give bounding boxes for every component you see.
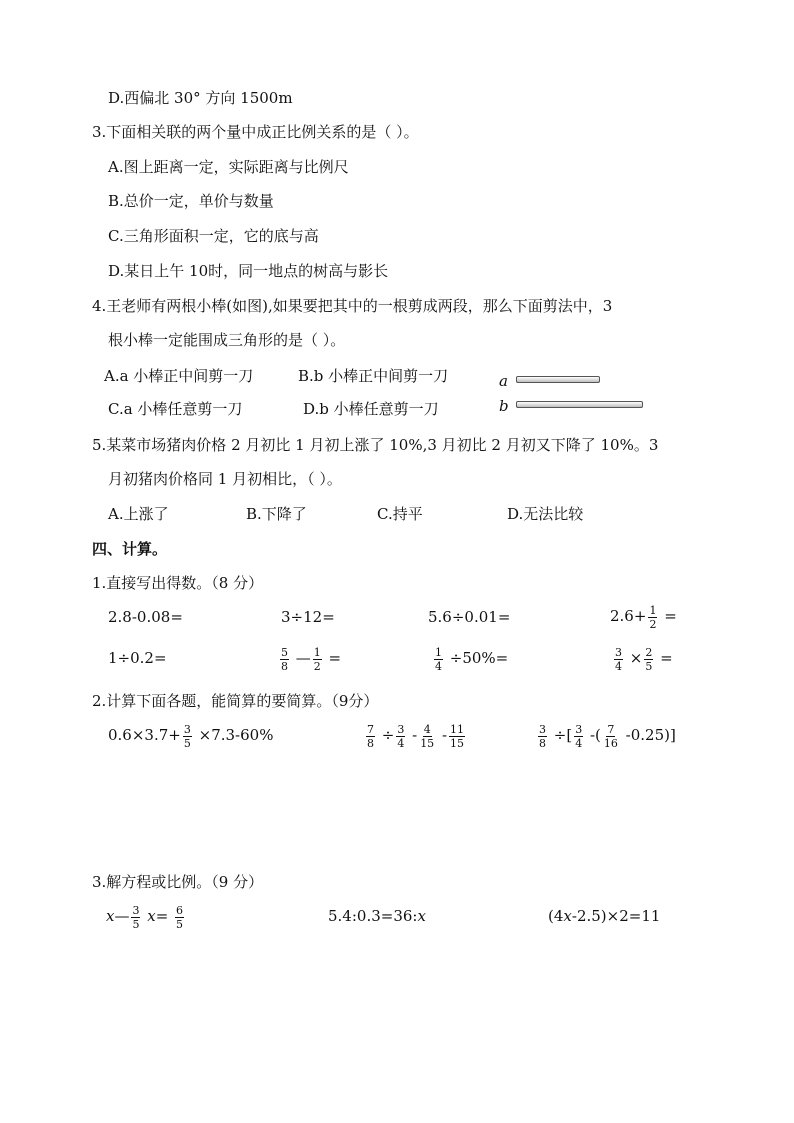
section-title: 四、计算。 xyxy=(92,540,168,558)
calc-3: $\frac{3}{8}$ ÷[ $\frac{3}{4}$ -( $\frac{7}{16}$ -0.25)] xyxy=(539,722,676,750)
q3-stem: 3.下面相关联的两个量中成正比例关系的是（ ）。 xyxy=(92,123,419,141)
q4-stem-line2: 根小棒一定能围成三角形的是（ ）。 xyxy=(108,331,346,349)
expr-4: 2.6+ $\frac{1}{2}$ = xyxy=(610,603,677,631)
q3-option-d: D.某日上午 10时，同一地点的树高与影长 xyxy=(108,262,389,280)
expr-3: 5.6÷0.01= xyxy=(428,608,511,626)
equation-3: (4x-2.5)×2=11 xyxy=(548,907,661,925)
expr-2: 3÷12= xyxy=(281,608,335,626)
q5-option-d: D.无法比较 xyxy=(507,505,584,523)
stick-a-label: a xyxy=(499,372,508,390)
q5-option-c: C.持平 xyxy=(377,505,423,523)
q2-option-d: D.西偏北 30° 方向 1500m xyxy=(108,89,293,107)
q5-option-b: B.下降了 xyxy=(246,505,307,523)
equation-2: 5.4:0.3=36:x xyxy=(328,907,426,925)
q4-option-c: C.a 小棒任意剪一刀 xyxy=(108,400,243,418)
expr-8: $\frac{3}{4}$ × $\frac{2}{5}$ = xyxy=(615,645,673,673)
q5-stem-line1: 5.某菜市场猪肉价格 2 月初比 1 月初上涨了 10%,3 月初比 2 月初又下降了 10%。3 xyxy=(92,436,659,454)
q5-option-a: A.上涨了 xyxy=(108,505,169,523)
expr-5: 1÷0.2= xyxy=(108,649,167,667)
q5-stem-line2: 月初猪肉价格同 1 月初相比，（ ）。 xyxy=(108,470,342,488)
part1-title: 1.直接写出得数。（8 分） xyxy=(92,574,264,592)
part3-title: 3.解方程或比例。（9 分） xyxy=(92,873,264,891)
stick-b xyxy=(516,401,643,408)
expr-6: $\frac{5}{8}$ — $\frac{1}{2}$ = xyxy=(281,645,342,673)
calc-1: 0.6×3.7+ $\frac{3}{5}$ ×7.3-60% xyxy=(108,722,274,750)
stick-b-label: b xyxy=(499,397,509,415)
expr-7: $\frac{1}{4}$ ÷50%= xyxy=(435,645,509,673)
equation-1: x— $\frac{3}{5}$ x= $\frac{6}{5}$ xyxy=(106,903,184,931)
stick-a xyxy=(516,376,600,383)
expr-1: 2.8-0.08= xyxy=(108,608,183,626)
q3-option-c: C.三角形面积一定，它的底与高 xyxy=(108,227,319,245)
q4-option-d: D.b 小棒任意剪一刀 xyxy=(303,400,439,418)
q4-stem-line1: 4.王老师有两根小棒(如图),如果要把其中的一根剪成两段，那么下面剪法中，3 xyxy=(92,297,613,315)
q4-option-a: A.a 小棒正中间剪一刀 xyxy=(104,367,254,385)
part2-title: 2.计算下面各题，能简算的要简算。（9分） xyxy=(92,692,379,710)
q3-option-a: A.图上距离一定，实际距离与比例尺 xyxy=(108,158,349,176)
calc-2: $\frac{7}{8}$ ÷ $\frac{3}{4}$ - $\frac{4}{15}$ - $\frac{11}{15}$ xyxy=(367,722,465,750)
q4-option-b: B.b 小棒正中间剪一刀 xyxy=(298,367,449,385)
q3-option-b: B.总价一定，单价与数量 xyxy=(108,192,274,210)
